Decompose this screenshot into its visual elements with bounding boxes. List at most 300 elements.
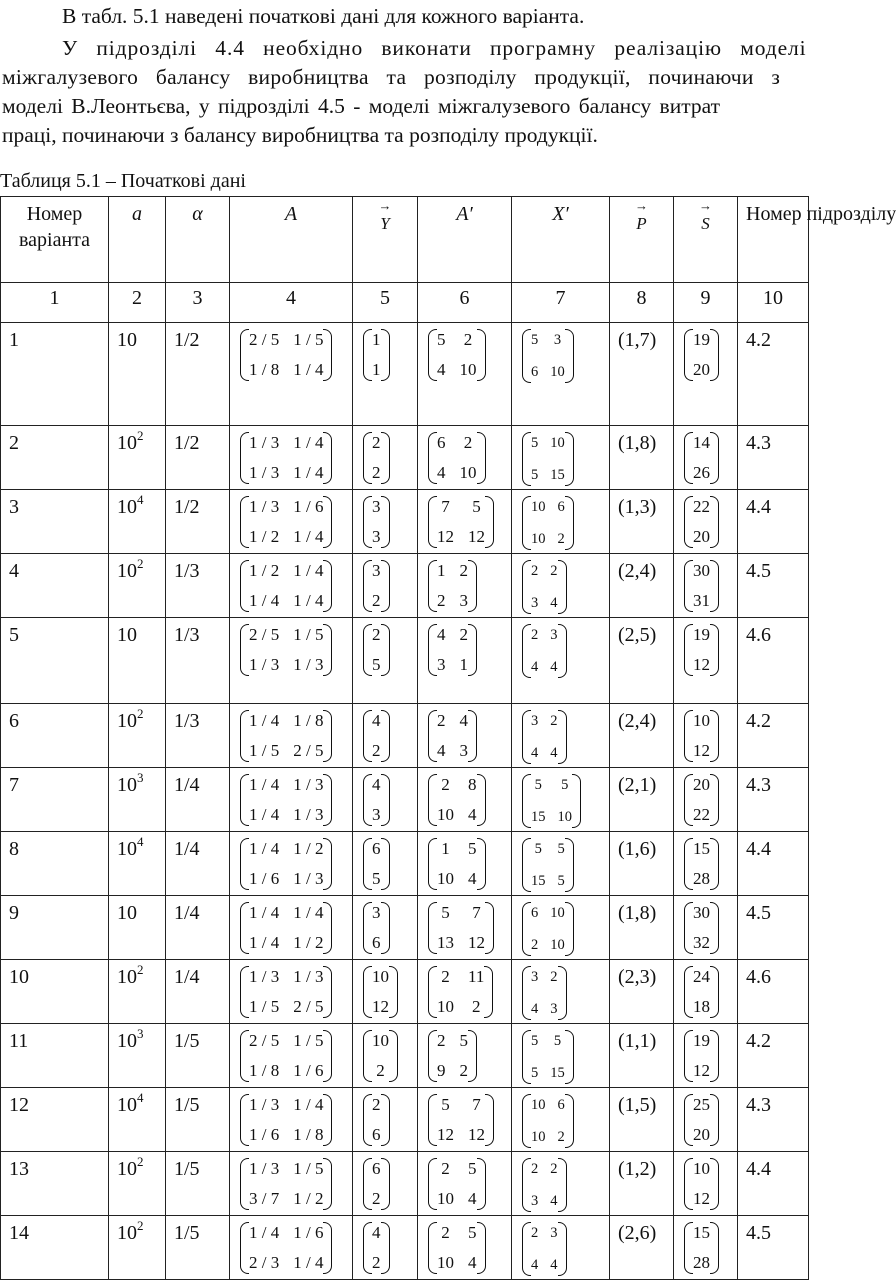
matrix-entry: 1 / 3 [293, 655, 324, 674]
P-value: (2,4) [610, 704, 674, 768]
A-matrix [240, 496, 332, 548]
section-number: 4.2 [738, 704, 809, 768]
matrix-entry: 3 [550, 1001, 558, 1017]
matrix-entry: 1 / 4 [293, 1253, 324, 1272]
S-vector [684, 624, 719, 676]
P-value: (1,8) [610, 426, 674, 490]
alpha-value: 1/5 [166, 1024, 230, 1088]
table-caption: Таблиця 5.1 – Початкові дані [0, 170, 246, 192]
matrix-entry: 1 / 3 [249, 463, 280, 482]
header-alpha: α [166, 197, 230, 283]
A-prime-cell [418, 960, 512, 1024]
a-value: $10^2$ [109, 960, 166, 1024]
alpha-value: 1/5 [166, 1088, 230, 1152]
A-prime-cell [418, 618, 512, 704]
S-cell [674, 490, 738, 554]
A-matrix [240, 329, 332, 381]
A-matrix [240, 966, 332, 1018]
A-matrix [240, 624, 332, 676]
A-prime-cell [418, 832, 512, 896]
Y-vector [363, 329, 390, 381]
matrix-entry: 10 [550, 905, 565, 921]
Y-vector [363, 966, 398, 1018]
S-cell [674, 1088, 738, 1152]
section-number: 4.3 [738, 768, 809, 832]
matrix-entry: 31 [693, 591, 710, 610]
matrix-entry: 18 [693, 997, 710, 1016]
matrix-entry: 3 / 7 [249, 1189, 280, 1208]
matrix-entry: 10 [437, 997, 454, 1016]
Y-vector [363, 1094, 390, 1146]
matrix-entry: 5 [468, 839, 477, 858]
P-value: (1,6) [610, 832, 674, 896]
matrix-entry: 10 [437, 869, 454, 888]
matrix-entry: 4 [531, 1001, 539, 1017]
section-number: 4.4 [738, 490, 809, 554]
X-matrix [522, 838, 574, 892]
matrix-entry: 7 [472, 903, 481, 922]
A-prime-cell [418, 1216, 512, 1280]
matrix-entry: 20 [693, 1125, 710, 1144]
A-cell [230, 618, 353, 704]
X-prime-cell [512, 1152, 610, 1216]
section-number: 4.5 [738, 896, 809, 960]
matrix-entry: 1 / 6 [293, 1061, 324, 1080]
matrix-entry: 8 [468, 775, 477, 794]
matrix-entry: 2 [459, 1061, 468, 1080]
a-value: 10 [109, 618, 166, 704]
variant-number: 12 [1, 1088, 109, 1152]
matrix-entry: 10 [550, 364, 565, 380]
matrix-entry: 5 [531, 1033, 539, 1049]
X-prime-cell [512, 554, 610, 618]
table-row [1, 323, 809, 426]
matrix-entry: 5 [472, 497, 481, 516]
S-cell [674, 1152, 738, 1216]
matrix-entry: 6 [372, 933, 381, 952]
X-matrix [522, 1222, 567, 1276]
A-prime-matrix [428, 1094, 494, 1146]
P-value: (2,1) [610, 768, 674, 832]
matrix-entry: 5 [372, 869, 381, 888]
matrix-entry: 5 [441, 1095, 450, 1114]
S-cell [674, 618, 738, 704]
matrix-entry: 6 [372, 1125, 381, 1144]
alpha-value: 1/5 [166, 1152, 230, 1216]
matrix-entry: 2 [437, 1031, 446, 1050]
A-matrix [240, 838, 332, 890]
variant-number: 6 [1, 704, 109, 768]
matrix-entry: 1 / 2 [293, 1189, 324, 1208]
S-cell [674, 1216, 738, 1280]
a-value: 10 [109, 323, 166, 426]
matrix-entry: 5 [468, 1159, 477, 1178]
X-prime-cell [512, 1088, 610, 1152]
matrix-entry: 4 [468, 1189, 477, 1208]
matrix-entry: 3 [531, 969, 539, 985]
header-p-arrow: → [635, 198, 648, 213]
section-number: 4.4 [738, 832, 809, 896]
matrix-entry: 1 / 5 [293, 625, 324, 644]
matrix-entry: 1 / 4 [249, 839, 280, 858]
matrix-entry: 2 [437, 711, 446, 730]
variant-number: 2 [1, 426, 109, 490]
matrix-entry: 1 / 4 [293, 360, 324, 379]
matrix-entry: 2 [463, 330, 473, 349]
matrix-entry: 9 [437, 1061, 446, 1080]
S-cell [674, 832, 738, 896]
matrix-entry: 1 / 2 [293, 839, 324, 858]
matrix-entry: 22 [693, 805, 710, 824]
variant-number: 3 [1, 490, 109, 554]
S-vector [684, 838, 719, 890]
a-value: $10^3$ [109, 768, 166, 832]
col-num: 1 [1, 283, 109, 323]
section-number: 4.2 [738, 323, 809, 426]
section-number: 4.5 [738, 1216, 809, 1280]
matrix-entry: 6 [437, 433, 446, 452]
matrix-entry: 2 [372, 1189, 381, 1208]
matrix-entry: 4 [531, 659, 539, 675]
A-prime-cell [418, 1088, 512, 1152]
matrix-entry: 1 / 4 [249, 775, 280, 794]
matrix-entry: 30 [693, 561, 710, 580]
Y-cell [353, 832, 418, 896]
matrix-entry: 1 / 3 [293, 805, 324, 824]
matrix-entry: 2 [372, 1095, 381, 1114]
matrix-entry: 1 / 4 [293, 433, 324, 452]
S-vector [684, 1222, 719, 1274]
matrix-entry: 1 / 6 [249, 869, 280, 888]
matrix-entry: 4 [437, 625, 446, 644]
matrix-entry: 1 / 4 [293, 463, 324, 482]
X-prime-cell [512, 1024, 610, 1088]
matrix-entry: 3 [372, 497, 381, 516]
Y-cell [353, 1152, 418, 1216]
A-cell [230, 554, 353, 618]
matrix-entry: 12 [693, 1189, 710, 1208]
a-value: $10^4$ [109, 832, 166, 896]
matrix-entry: 1 / 4 [293, 1095, 324, 1114]
S-vector [684, 966, 719, 1018]
matrix-entry: 10 [557, 809, 572, 825]
S-vector [684, 560, 719, 612]
Y-vector [363, 774, 390, 826]
matrix-entry: 2 [376, 1061, 385, 1080]
matrix-entry: 12 [468, 527, 485, 546]
S-vector [684, 710, 719, 762]
matrix-entry: 2 [531, 563, 539, 579]
A-prime-matrix [428, 966, 493, 1018]
S-cell [674, 426, 738, 490]
A-cell [230, 1088, 353, 1152]
matrix-entry: 2 [372, 463, 381, 482]
matrix-entry: 10 [693, 1159, 710, 1178]
S-cell [674, 768, 738, 832]
A-prime-matrix [428, 329, 486, 381]
matrix-entry: 10 [437, 805, 454, 824]
alpha-value: 1/2 [166, 490, 230, 554]
A-prime-matrix [428, 432, 486, 484]
matrix-entry: 2 / 5 [293, 741, 324, 760]
a-value: $10^2$ [109, 554, 166, 618]
matrix-entry: 3 [531, 713, 539, 729]
table-row [1, 704, 809, 768]
matrix-entry: 3 [550, 627, 558, 643]
A-cell [230, 426, 353, 490]
matrix-entry: 12 [693, 655, 710, 674]
matrix-entry: 32 [693, 933, 710, 952]
matrix-entry: 4 [372, 775, 381, 794]
matrix-entry: 2 [550, 969, 558, 985]
matrix-entry: 1 / 8 [293, 1125, 324, 1144]
P-value: (1,8) [610, 896, 674, 960]
Y-vector [363, 432, 390, 484]
A-matrix [240, 1030, 332, 1082]
header-variant: Номер варіанта [1, 197, 109, 283]
matrix-entry: 1 [441, 839, 450, 858]
matrix-entry: 2 [531, 627, 539, 643]
table-row [1, 768, 809, 832]
matrix-entry: 3 [372, 527, 381, 546]
matrix-entry: 6 [372, 1159, 381, 1178]
matrix-entry: 4 [459, 711, 468, 730]
matrix-entry: 3 [531, 1193, 539, 1209]
col-num: 7 [512, 283, 610, 323]
matrix-entry: 1 / 3 [293, 967, 324, 986]
matrix-entry: 1 / 4 [249, 711, 280, 730]
col-num: 10 [738, 283, 809, 323]
A-cell [230, 896, 353, 960]
alpha-value: 1/4 [166, 832, 230, 896]
variant-number: 14 [1, 1216, 109, 1280]
matrix-entry: 2 [372, 741, 381, 760]
matrix-entry: 1 / 3 [249, 497, 280, 516]
alpha-value: 1/4 [166, 896, 230, 960]
A-cell [230, 1024, 353, 1088]
S-cell [674, 896, 738, 960]
matrix-entry: 2 [441, 775, 450, 794]
matrix-entry: 4 [531, 1257, 539, 1273]
A-prime-cell [418, 426, 512, 490]
matrix-entry: 2 [463, 433, 473, 452]
matrix-entry: 10 [459, 360, 477, 379]
matrix-entry: 2 [550, 713, 558, 729]
matrix-entry: 12 [468, 1125, 485, 1144]
matrix-entry: 4 [437, 463, 446, 482]
a-value: $10^2$ [109, 426, 166, 490]
P-value: (1,1) [610, 1024, 674, 1088]
table-row [1, 896, 809, 960]
header-A: A [230, 197, 353, 283]
matrix-entry: 1 / 4 [249, 1223, 280, 1242]
A-prime-matrix [428, 1158, 486, 1210]
alpha-value: 1/3 [166, 618, 230, 704]
matrix-entry: 1 / 3 [249, 967, 280, 986]
section-number: 4.3 [738, 1088, 809, 1152]
matrix-entry: 2 [557, 531, 565, 547]
A-prime-cell [418, 490, 512, 554]
matrix-entry: 5 [468, 1223, 477, 1242]
A-prime-matrix [428, 496, 494, 548]
section-number: 4.3 [738, 426, 809, 490]
A-prime-matrix [428, 710, 477, 762]
P-value: (2,4) [610, 554, 674, 618]
matrix-entry: 6 [531, 364, 539, 380]
matrix-entry: 5 [372, 655, 381, 674]
matrix-entry: 1 / 4 [249, 805, 280, 824]
matrix-entry: 2 [437, 591, 446, 610]
Y-cell [353, 426, 418, 490]
matrix-entry: 10 [437, 1189, 454, 1208]
matrix-entry: 2 [372, 433, 381, 452]
matrix-entry: 1 / 4 [293, 903, 324, 922]
matrix-entry: 10 [372, 967, 389, 986]
alpha-value: 1/4 [166, 768, 230, 832]
Y-vector [363, 902, 390, 954]
header-X-prime: X′ [512, 197, 610, 283]
A-prime-cell [418, 704, 512, 768]
variant-number: 13 [1, 1152, 109, 1216]
table-row [1, 554, 809, 618]
matrix-entry: 10 [550, 435, 565, 451]
col-num: 3 [166, 283, 230, 323]
P-value: (1,2) [610, 1152, 674, 1216]
Y-vector [363, 624, 390, 676]
table-row [1, 1152, 809, 1216]
matrix-entry: 7 [441, 497, 450, 516]
X-prime-cell [512, 618, 610, 704]
Y-vector [363, 1222, 390, 1274]
Y-vector [363, 1158, 390, 1210]
matrix-entry: 2 [441, 967, 450, 986]
Y-vector [363, 838, 390, 890]
S-vector [684, 902, 719, 954]
A-prime-matrix [428, 774, 486, 826]
Y-vector [363, 560, 390, 612]
matrix-entry: 2 [459, 625, 468, 644]
table-row [1, 490, 809, 554]
matrix-entry: 1 / 6 [293, 497, 324, 516]
matrix-entry: 3 [437, 655, 446, 674]
alpha-value: 1/2 [166, 323, 230, 426]
matrix-entry: 19 [693, 1031, 710, 1050]
S-vector [684, 432, 719, 484]
A-prime-matrix [428, 560, 477, 612]
X-matrix [522, 902, 574, 956]
S-vector [684, 329, 719, 381]
matrix-entry: 4 [372, 1223, 381, 1242]
A-matrix [240, 902, 332, 954]
matrix-entry: 6 [557, 1097, 565, 1113]
matrix-entry: 6 [531, 905, 539, 921]
X-prime-cell [512, 768, 610, 832]
A-prime-matrix [428, 1222, 486, 1274]
matrix-entry: 1 / 3 [293, 775, 324, 794]
col-num: 8 [610, 283, 674, 323]
table-row [1, 1216, 809, 1280]
X-matrix [522, 1158, 567, 1212]
matrix-entry: 2 [550, 1161, 558, 1177]
matrix-entry: 19 [693, 330, 710, 349]
matrix-entry: 2 / 5 [249, 625, 280, 644]
A-cell [230, 323, 353, 426]
A-cell [230, 1152, 353, 1216]
Y-vector [363, 1030, 398, 1082]
matrix-entry: 3 [372, 561, 381, 580]
Y-cell [353, 768, 418, 832]
matrix-entry: 24 [693, 967, 710, 986]
matrix-entry: 15 [531, 809, 546, 825]
matrix-entry: 1 / 5 [249, 997, 280, 1016]
matrix-entry: 5 [531, 435, 539, 451]
matrix-entry: 1 / 4 [249, 903, 280, 922]
matrix-entry: 5 [534, 841, 542, 857]
matrix-entry: 5 [459, 1031, 468, 1050]
matrix-entry: 3 [550, 1225, 558, 1241]
table-row [1, 1024, 809, 1088]
matrix-entry: 1 / 3 [293, 869, 324, 888]
Y-cell [353, 1216, 418, 1280]
matrix-entry: 12 [437, 527, 454, 546]
header-s-arrow: → [699, 198, 712, 213]
X-matrix [522, 1030, 574, 1084]
matrix-entry: 1 [372, 360, 381, 379]
matrix-entry: 25 [693, 1095, 710, 1114]
matrix-entry: 28 [693, 869, 710, 888]
Y-cell [353, 1024, 418, 1088]
X-prime-cell [512, 960, 610, 1024]
matrix-entry: 5 [531, 332, 539, 348]
matrix-entry: 1 / 4 [293, 527, 324, 546]
matrix-entry: 4 [468, 869, 477, 888]
matrix-entry: 1 / 2 [293, 933, 324, 952]
matrix-entry: 1 / 2 [249, 561, 280, 580]
A-cell [230, 490, 353, 554]
X-matrix [522, 560, 567, 614]
col-num: 4 [230, 283, 353, 323]
P-value: (2,5) [610, 618, 674, 704]
matrix-entry: 13 [437, 933, 454, 952]
Y-cell [353, 618, 418, 704]
matrix-entry: 10 [693, 711, 710, 730]
matrix-entry: 1 / 5 [293, 330, 324, 349]
X-prime-cell [512, 832, 610, 896]
matrix-entry: 5 [553, 1033, 562, 1049]
X-matrix [522, 710, 567, 764]
matrix-entry: 1 / 6 [293, 1223, 324, 1242]
matrix-entry: 5 [557, 873, 565, 889]
matrix-entry: 15 [693, 839, 710, 858]
alpha-value: 1/3 [166, 554, 230, 618]
X-prime-cell [512, 426, 610, 490]
matrix-entry: 1 / 3 [249, 655, 280, 674]
matrix-entry: 20 [693, 360, 710, 379]
intro-line-3: міжгалузевого балансу виробництва та розподілу продукції, починаючи з [2, 65, 781, 89]
matrix-entry: 5 [531, 1065, 539, 1081]
matrix-entry: 15 [531, 873, 546, 889]
matrix-entry: 4 [550, 595, 558, 611]
matrix-entry: 6 [557, 499, 565, 515]
P-value: (1,7) [610, 323, 674, 426]
variant-number: 9 [1, 896, 109, 960]
alpha-value: 1/5 [166, 1216, 230, 1280]
S-cell [674, 554, 738, 618]
A-prime-matrix [428, 1030, 477, 1082]
matrix-entry: 3 [372, 805, 381, 824]
matrix-entry: 1 / 3 [249, 1095, 280, 1114]
matrix-entry: 15 [550, 1065, 565, 1081]
